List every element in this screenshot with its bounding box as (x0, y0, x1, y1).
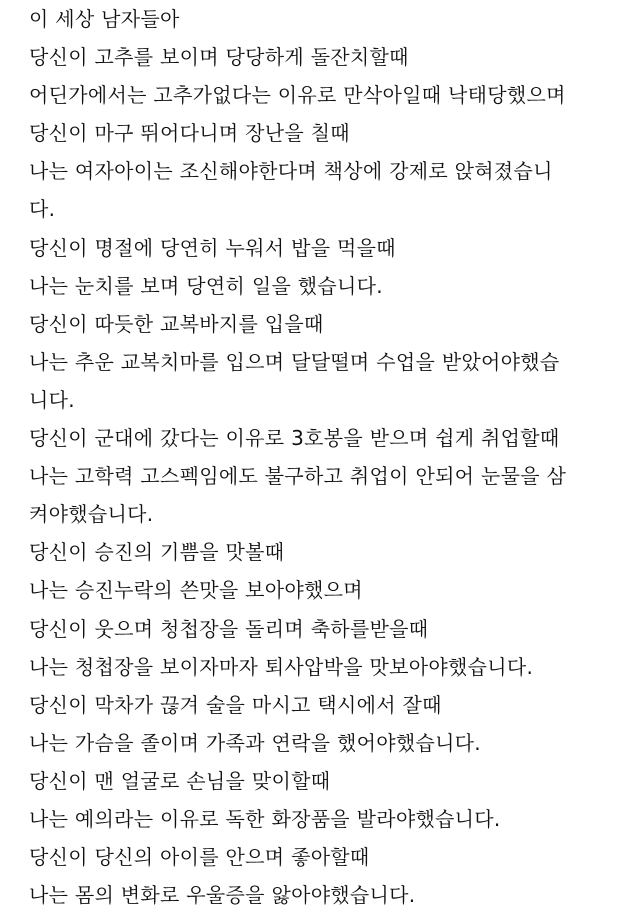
text-line: 당신이 명절에 당연히 누워서 밥을 먹을때 (29, 235, 396, 260)
text-line: 나는 승진누락의 쓴맛을 보아야했으며 (29, 578, 363, 603)
text-line: 당신이 마구 뛰어다니며 장난을 칠때 (29, 121, 350, 146)
text-line: 나는 가슴을 졸이며 가족과 연락을 했어야했습니다. (29, 730, 481, 755)
text-line: 나는 눈치를 보며 당연히 일을 했습니다. (29, 273, 383, 298)
text-line: 당신이 고추를 보이며 당당하게 돌잔치할때 (29, 45, 409, 70)
text-line: 나는 청첩장을 보이자마자 퇴사압박을 맛보아야했습니다. (29, 654, 534, 679)
text-line: 나는 몸의 변화로 우울증을 앓아야했습니다. (29, 883, 416, 908)
text-line: 나는 예의라는 이유로 독한 화장품을 발라야했습니다. (29, 806, 501, 831)
text-line: 당신이 승진의 기쁨을 맛볼때 (29, 540, 285, 565)
text-line: 이 세상 남자들아 (29, 7, 180, 31)
text-line: 켜야했습니다. (29, 502, 154, 527)
text-line: 당신이 막차가 끊겨 술을 마시고 택시에서 잘때 (29, 692, 442, 717)
text-line: 나는 추운 교복치마를 입으며 달달떨며 수업을 받았어야했습 (29, 349, 560, 374)
text-line: 당신이 웃으며 청첩장을 돌리며 축하를받을때 (29, 616, 429, 641)
text-line: 다. (29, 197, 56, 222)
text-line: 당신이 군대에 갔다는 이유로 3호봉을 받으며 쉽게 취업할때 (29, 426, 560, 451)
text-line: 어딘가에서는 고추가없다는 이유로 만삭아일때 낙태당했으며 (29, 83, 566, 108)
text-line: 나는 고학력 고스펙임에도 불구하고 취업이 안되어 눈물을 삼 (29, 464, 567, 489)
text-line: 당신이 당신의 아이를 안으며 좋아할때 (29, 845, 370, 870)
text-line: 당신이 따듯한 교복바지를 입을때 (29, 311, 324, 336)
text-line: 나는 여자아이는 조신해야한다며 책상에 강제로 앉혀졌습니 (29, 159, 553, 184)
text-line: 니다. (29, 387, 75, 412)
text-line: 당신이 맨 얼굴로 손님을 맞이할때 (29, 768, 331, 793)
